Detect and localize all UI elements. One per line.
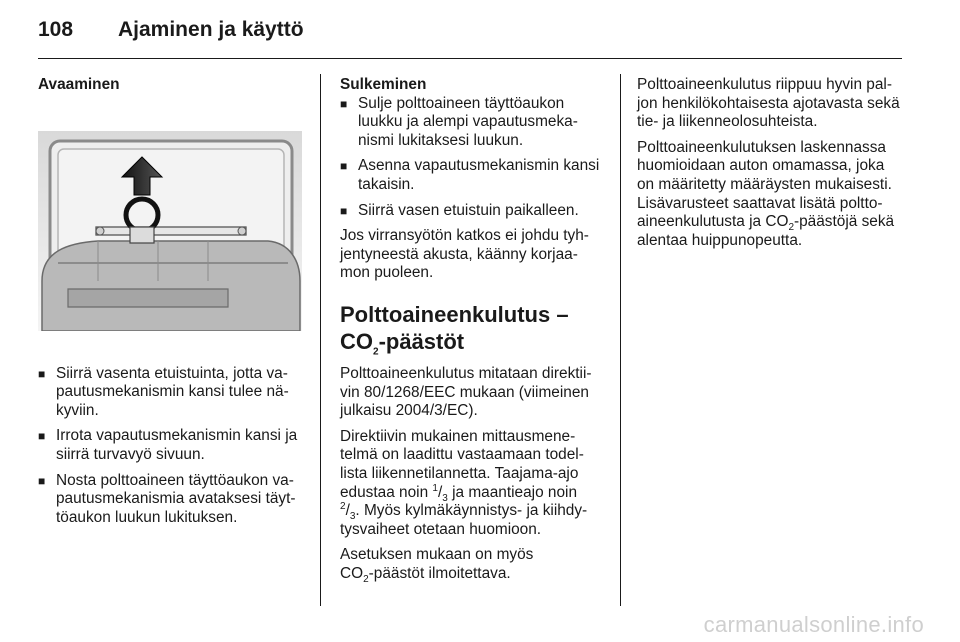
text-span: -päästöjä sekä alentaa huippunopeutta. [637,213,895,249]
subscript: 2 [788,222,794,234]
text-span: . Myös kylmäkäynnistys- ja kiihdy-tysvaiheet otetaan huomioon. [340,502,588,538]
text-span: Asetuksen mukaan on myös [340,546,534,564]
column-1 [38,76,306,534]
subscript: 2 [363,573,369,585]
illustration-svg [38,131,302,331]
list-item: ■ Sulje polttoaineen täyttöaukon luukku ja alempi vapautusmeka-nismi lukitaksesi luukun. [340,95,606,151]
release-rail [96,227,246,235]
fraction-numerator: 2 [340,500,346,512]
list-item: ■ Asenna vapautusmekanismin kansi takaisin. [340,157,606,194]
section-title-subscript: 2 [373,346,379,358]
regulation-paragraph [340,546,606,583]
column-3 [637,76,905,257]
column-divider-2 [620,74,621,606]
text-span: ja maantieajo noin [447,483,578,501]
header-rule [38,58,902,59]
section-title-fuel-consumption [340,301,606,358]
directive-paragraph: Polttoaineenkulutus mitataan direktii-vin 80/1268/EEC mukaan (viimeinen julkaisu 2004/3/EC). [340,364,592,420]
calculation-paragraph [637,139,905,251]
list-item: ■ Nosta polttoaineen täyttöaukon va-pautusmekanismia avataksesi täyt-töaukon luukun lukituksen. [38,472,306,528]
column-2 [340,76,606,590]
list-item: ■ Irrota vapautusmekanismin kansi ja siirrä turvavyö sivuun. [38,427,306,464]
text-span: -päästöt ilmoitettava. [368,564,511,582]
measurement-paragraph: Direktiivin mukainen mittausmene-telmä on laadittu vastaamaan todel-lista liikennetilannetta. Taajama-ajo edustaa noin $^1/_3$ ja maantieajo noin $^2/_3$. Myös kylmäkäynnistys- ja kiihdy-tysvaiheet otetaan huomioon. [340,427,588,538]
fraction-denominator: 3 [442,492,448,504]
seat-body [42,241,300,331]
text-span: Polttoaineenkulutuksen laskennassa huomioidaan auton omamassa, joka on määritetty määräysten mukaisesti. Lisävarusteet saattavat lisätä poltto-aineenkulutusta ja CO [637,138,892,231]
column-divider-1 [320,74,321,606]
section-title-line1: Polttoaineenkulutus – [340,301,569,327]
subheading-closing: Sulkeminen [340,76,427,93]
fraction-denominator: 3 [349,511,356,523]
chapter-title: Ajaminen ja käyttö [118,18,304,41]
driving-style-paragraph: Polttoaineenkulutus riippuu hyvin pal-jon henkilökohtaisesta ajotavasta sekä tie- ja liikenneolosuhteista. [637,76,900,131]
watermark: carmanualsonline.info [703,612,924,637]
closing-steps [340,95,606,221]
opening-steps [38,365,306,528]
battery-note: Jos virransyötön katkos ei johdu tyh-jentyneestä akusta, käänny korjaa-mon puoleen. [340,227,589,282]
text-span: Direktiivin mukainen mittausmene-telmä on laadittu vastaamaan todel-lista liikennetilannetta. Taajama-ajo edustaa noin [340,427,584,501]
release-mechanism-illustration [38,131,302,331]
subheading-opening: Avaaminen [38,76,120,93]
section-title-line2: -päästöt [378,328,465,354]
list-item: ■ Siirrä vasen etuistuin paikalleen. [340,202,606,221]
section-title-co: CO [340,328,373,354]
list-item: ■ Siirrä vasenta etuistuinta, jotta va-pautusmekanismin kansi tulee nä-kyviin. [38,365,306,421]
page-number: 108 [38,18,74,41]
text-span: CO [340,564,364,582]
fraction-numerator: 1 [432,482,438,494]
page-header [38,14,918,54]
